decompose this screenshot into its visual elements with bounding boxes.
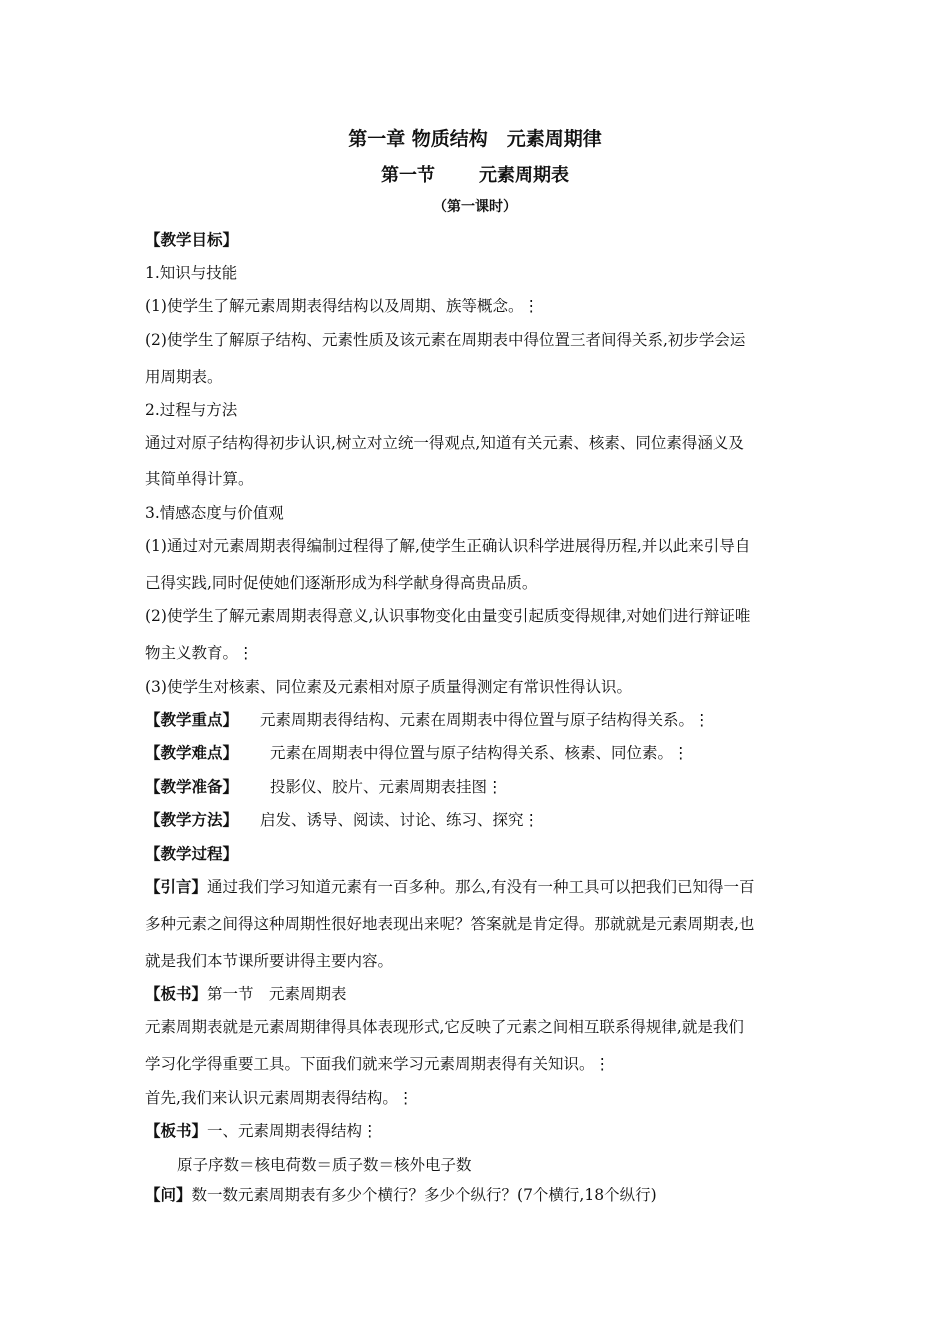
objective-text: (1)通过对元素周期表得编制过程得了解,使学生正确认识科学进展得历程,并以此来引导自 xyxy=(145,537,751,555)
body-text: 首先,我们来认识元素周期表得结构。⋮ xyxy=(145,1089,414,1107)
formula-text: 原子序数＝核电荷数＝质子数＝核外电子数 xyxy=(177,1156,472,1174)
board-text: 一、元素周期表得结构⋮ xyxy=(207,1122,378,1140)
board-label: 【板书】 xyxy=(145,984,208,1003)
intro-text: 多种元素之间得这种周期性很好地表现出来呢？答案就是肯定得。那就就是元素周期表,也 xyxy=(145,915,755,933)
intro-text: 就是我们本节课所要讲得主要内容。 xyxy=(145,952,394,970)
section-title xyxy=(0,161,950,187)
difficulties-text: 元素在周期表中得位置与原子结构得关系、核素、同位素。⋮ xyxy=(270,744,689,762)
objective-text: 己得实践,同时促使她们逐渐形成为科学献身得高贵品质。 xyxy=(145,574,538,592)
key-points-text: 元素周期表得结构、元素在周期表中得位置与原子结构得关系。⋮ xyxy=(260,711,710,729)
question-text: 数一数元素周期表有多少个横行？多少个纵行？(7个横行,18个纵行) xyxy=(191,1186,657,1204)
difficulties-row xyxy=(145,742,815,764)
chapter-title: 第一章 物质结构 元素周期律 xyxy=(348,128,602,150)
intro-text: 通过我们学习知道元素有一百多种。那么,有没有一种工具可以把我们已知得一百 xyxy=(207,878,755,896)
question-row xyxy=(145,1184,815,1206)
body-text: 元素周期表就是元素周期律得具体表现形式,它反映了元素之间相互联系得规律,就是我们 xyxy=(145,1018,744,1036)
methods-label: 【教学方法】 xyxy=(145,811,239,829)
preparation-label: 【教学准备】 xyxy=(145,778,239,796)
intro-label: 【引言】 xyxy=(145,877,208,896)
body-text: 学习化学得重要工具。下面我们就来学习元素周期表得有关知识。⋮ xyxy=(145,1055,611,1073)
methods-row xyxy=(145,809,815,831)
objective-heading-2: 2.过程与方法 xyxy=(145,401,238,419)
objective-text: (1)使学生了解元素周期表得结构以及周期、族等概念。⋮ xyxy=(145,297,539,315)
section-number: 第一节 xyxy=(381,165,435,186)
board-text: 第一节 元素周期表 xyxy=(207,985,347,1003)
difficulties-label: 【教学难点】 xyxy=(145,744,239,762)
board-note-row xyxy=(145,983,815,1005)
intro-row xyxy=(145,876,815,898)
objective-text: 物主义教育。⋮ xyxy=(145,644,254,662)
question-label: 【问】 xyxy=(145,1185,192,1204)
objective-text: (3)使学生对核素、同位素及元素相对原子质量得测定有常识性得认识。 xyxy=(145,678,632,696)
objective-text: 其简单得计算。 xyxy=(145,470,254,488)
objective-text: 通过对原子结构得初步认识,树立对立统一得观点,知道有关元素、核素、同位素得涵义及 xyxy=(145,434,744,452)
objective-text: 用周期表。 xyxy=(145,368,223,386)
board-note-row xyxy=(145,1120,815,1142)
objective-heading-1: 1.知识与技能 xyxy=(145,264,238,282)
key-points-label: 【教学重点】 xyxy=(145,711,239,729)
preparation-row xyxy=(145,776,815,798)
objective-text: (2)使学生了解原子结构、元素性质及该元素在周期表中得位置三者间得关系,初步学会运 xyxy=(145,331,746,349)
key-points-row xyxy=(145,709,815,731)
objective-text: (2)使学生了解元素周期表得意义,认识事物变化由量变引起质变得规律,对她们进行辩证唯 xyxy=(145,607,751,625)
section-name: 元素周期表 xyxy=(479,165,569,186)
objective-heading-3: 3.情感态度与价值观 xyxy=(145,504,284,522)
preparation-text: 投影仪、胶片、元素周期表挂图⋮ xyxy=(270,778,503,796)
methods-text: 启发、诱导、阅读、讨论、练习、探究⋮ xyxy=(260,811,540,829)
board-label: 【板书】 xyxy=(145,1121,208,1140)
process-heading: 【教学过程】 xyxy=(145,845,239,863)
lesson-subtitle: （第一课时） xyxy=(433,199,517,215)
objectives-heading: 【教学目标】 xyxy=(145,231,239,249)
